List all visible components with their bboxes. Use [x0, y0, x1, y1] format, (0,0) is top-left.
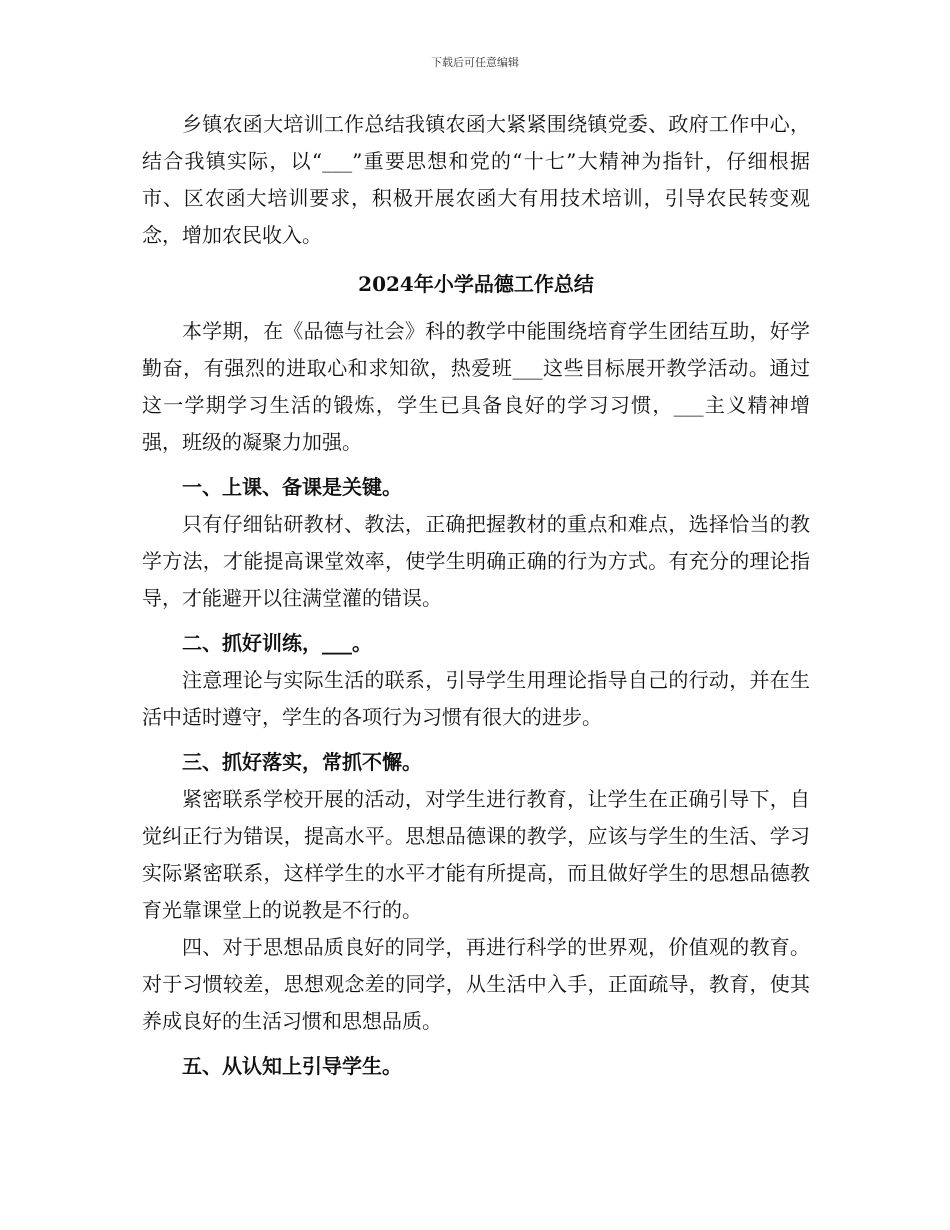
section-heading-3: 三、抓好落实，常抓不懈。 — [182, 750, 422, 774]
section-heading-1: 一、上课、备课是关键。 — [182, 475, 402, 499]
intro-paragraph: 乡镇农函大培训工作总结我镇农函大紧紧围绕镇党委、政府工作中心，结合我镇实际，以“___”重要思想和党的“十七”大精神为指针，仔细根据市、区农函大培训要求，积极开展农函大有用技术培训，引导农民转变观念，增加农民收入。 — [142, 112, 810, 247]
body-paragraph: 本学期，在《品德与社会》科的教学中能围绕培育学生团结互助，好学勤奋，有强烈的进取心和求知欲，热爱班___这些目标展开教学活动。通过这一学期学习生活的锻炼，学生已具备良好的学习习惯，___主义精神增强，班级的凝聚力加强。 — [142, 319, 810, 454]
body-paragraph: 四、对于思想品质良好的同学，再进行科学的世界观，价值观的教育。对于习惯较差，思想观念差的同学，从生活中入手，正面疏导，教育，使其养成良好的生活习惯和思想品质。 — [142, 935, 810, 1033]
header-note: 下载后可任意编辑 — [431, 56, 519, 69]
section-heading-5: 五、从认知上引导学生。 — [182, 1054, 402, 1078]
section-heading-2: 二、抓好训练，___。 — [182, 631, 372, 655]
body-paragraph: 只有仔细钻研教材、教法，正确把握教材的重点和难点，选择恰当的教学方法，才能提高课堂效率，使学生明确正确的行为方式。有充分的理论指导，才能避开以往满堂灌的错误。 — [142, 512, 810, 610]
body-paragraph: 注意理论与实际生活的联系，引导学生用理论指导自己的行动，并在生活中适时遵守，学生的各项行为习惯有很大的进步。 — [142, 668, 810, 729]
body-paragraph: 紧密联系学校开展的活动，对学生进行教育，让学生在正确引导下，自觉纠正行为错误，提高水平。思想品德课的教学，应该与学生的生活、学习实际紧密联系，这样学生的水平才能有所提高，而且做好学生的思想品德教育光靠课堂上的说教是不行的。 — [142, 787, 810, 922]
document-title: 2024年小学品德工作总结 — [358, 272, 594, 296]
document-body — [142, 106, 810, 1085]
